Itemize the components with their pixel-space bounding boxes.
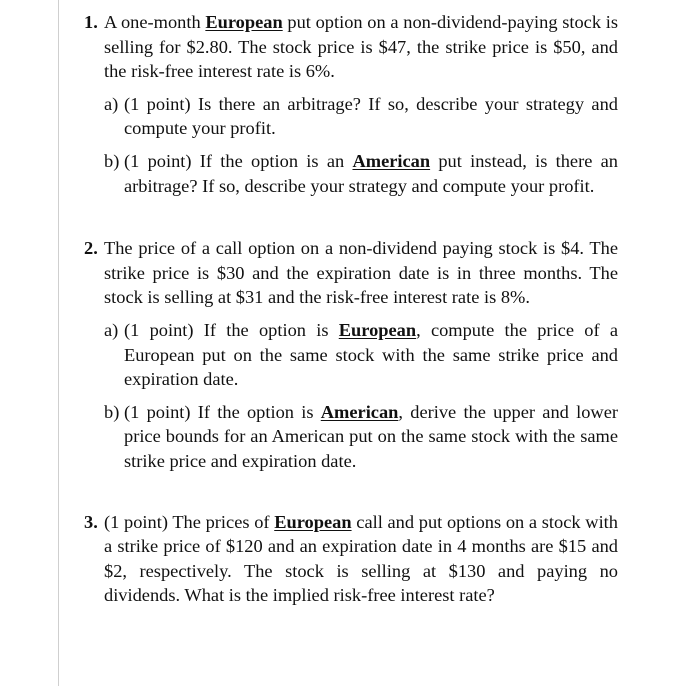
stem-text: put option on a non-dividend-paying stock is selling for $2.80. The stock price is $47, the strike price is $50, and the risk-free interest rate is 6%.: [104, 12, 619, 82]
part-text: , derive the upper and lower price bounds for an American put on the same stock with the same strike price and expiration date.: [124, 401, 618, 471]
problem-2-part-b: [104, 400, 618, 474]
problem-stem: [104, 236, 618, 310]
part-text: (1 point) If the option is an: [124, 150, 353, 171]
part-text: (1 point) If the option is: [124, 401, 321, 422]
keyword-european: European: [205, 12, 283, 32]
problem-2: [84, 236, 618, 473]
part-label: a): [104, 319, 119, 340]
margin-rule: [58, 0, 59, 686]
problem-list: [84, 10, 618, 608]
problem-3: [84, 510, 618, 608]
problem-1: [84, 10, 618, 198]
part-text: (1 point) If the option is: [124, 319, 339, 340]
keyword-european: European: [274, 511, 352, 532]
problem-number: 2.: [84, 238, 98, 259]
part-text: (1 point) Is there an arbitrage? If so, describe your strategy and compute your profit.: [124, 93, 618, 139]
part-text: put instead, is there an arbitrage? If so, describe your strategy and compute your profit.: [124, 150, 618, 196]
problem-1-part-a: [104, 92, 618, 141]
part-text: , compute the price of a European put on the same stock with the same strike price and expiration date.: [124, 319, 618, 390]
problem-1-part-b: [104, 149, 618, 198]
problem-number: 1.: [84, 12, 98, 32]
keyword-european: European: [338, 319, 417, 340]
part-label: a): [104, 93, 119, 114]
problem-stem: [104, 510, 618, 608]
part-label: b): [104, 150, 120, 171]
keyword-american: American: [320, 401, 399, 422]
stem-text: (1 point) The prices of: [104, 511, 275, 532]
stem-text: The price of a call option on a non-dividend paying stock is $4. The strike price is $30 and the expiration date is in three months. The stock is selling at $31 and the risk-free interest rate is 8%.: [104, 238, 618, 308]
problem-stem: [104, 10, 618, 84]
keyword-american: American: [352, 150, 431, 171]
part-label: b): [104, 401, 120, 422]
stem-text: call and put options on a stock with a strike price of $120 and an expiration date in 4 months are $15 and $2, respectively. The stock is selling at $130 and paying no dividends. What is the implied risk-free interest rate?: [104, 511, 618, 606]
stem-text: A one-month: [104, 12, 206, 32]
problem-number: 3.: [84, 511, 98, 532]
problem-2-part-a: [104, 318, 618, 392]
